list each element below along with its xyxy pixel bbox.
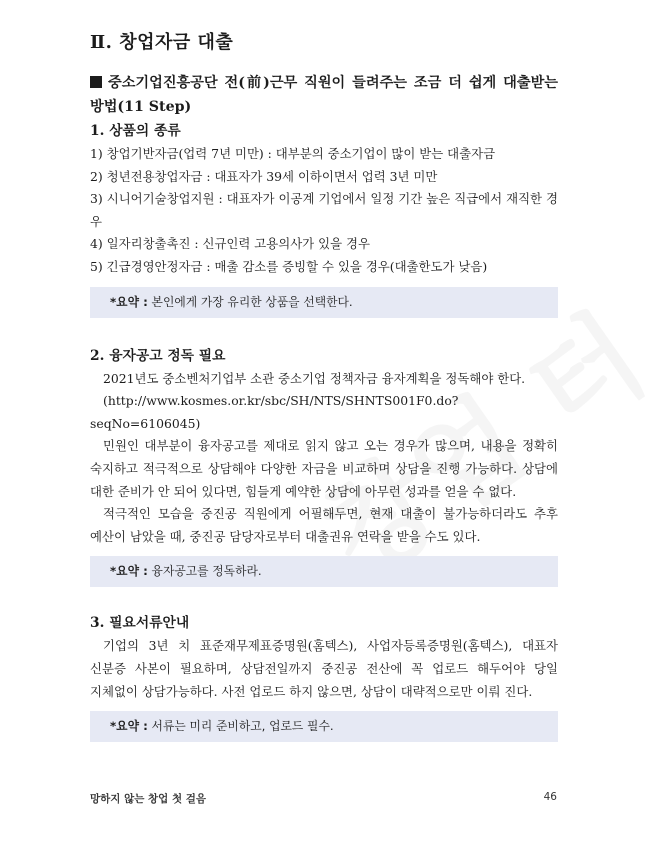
chapter-title: Ⅱ. 창업자금 대출 [90, 32, 234, 53]
summary-tag: *요약 : [110, 719, 148, 734]
section-title-required-documents: 3. 필요서류안내 [90, 615, 190, 632]
headline-text: 중소기업진흥공단 전(前)근무 직원이 들려주는 조금 더 쉽게 대출받는 방법(11 Step) [90, 75, 558, 115]
summary-box [90, 556, 558, 587]
summary-box [90, 711, 558, 742]
page-content [90, 72, 558, 742]
summary-text: 융자공고를 정독하라. [147, 564, 262, 579]
list-item: 4) 일자리창출촉진 : 신규인력 고용의사가 있을 경우 [90, 236, 370, 252]
notice-url: (http://www.kosmes.or.kr/sbc/SH/NTS/SHNTS001F0.do?seqNo=6106045) [90, 393, 459, 431]
summary-tag: *요약 : [110, 294, 148, 309]
list-item: 1) 창업기반자금(업력 7년 미만) : 대부분의 중소기업이 많이 받는 대출자금 [90, 146, 496, 161]
paragraph: 적극적인 모습을 중진공 직원에게 어필해두면, 현재 대출이 불가능하더라도 추후 예산이 남았을 때, 중진공 담당자로부터 대출권유 연락을 받을 수도 있다. [90, 506, 558, 544]
section-title-loan-notice: 2. 융자공고 정독 필요 [90, 347, 226, 364]
list-item: 2) 청년전용창업자금 : 대표자가 39세 이하이면서 업력 3년 미만 [90, 168, 438, 184]
summary-text: 서류는 미리 준비하고, 업로드 필수. [147, 719, 334, 734]
paragraph: 2021년도 중소벤처기업부 소관 중소기업 정책자금 융자계획을 정독해야 한다. [103, 370, 526, 386]
list-item: 5) 긴급경영안정자금 : 매출 감소를 증빙할 수 있을 경우(대출한도가 낮음) [90, 258, 488, 274]
list-item: 3) 시니어기술창업지원 : 대표자가 이공계 기업에서 일정 기간 높은 직급에서 재직한 경우 [90, 191, 558, 229]
square-bullet-icon [90, 76, 102, 88]
footer-book-title: 망하지 않는 창업 첫 걸음 [90, 793, 207, 805]
section-title-product-types: 1. 상품의 종류 [90, 123, 181, 139]
headline [90, 72, 558, 119]
paragraph: 민원인 대부분이 융자공고를 제대로 읽지 않고 오는 경우가 많으며, 내용을 정확히 숙지하고 적극적으로 상담해야 다양한 자금을 비교하며 상담을 진행 가능하다. 상담에 대한 준비가 안 되어 있다면, 힘들게 예약한 상담에 아무런 성과를 얻을 수 없다. [90, 438, 558, 499]
summary-box [90, 287, 558, 318]
summary-text: 본인에게 가장 유리한 상품을 선택한다. [147, 294, 353, 309]
summary-tag: *요약 : [110, 564, 148, 579]
page-number: 46 [543, 791, 557, 803]
paragraph: 기업의 3년 치 표준재무제표증명원(홈텍스), 사업자등록증명원(홈텍스), 대표자 신분증 사본이 필요하며, 상담전일까지 중진공 전산에 꼭 업로드 해두어야 당일 지체없이 상담가능하다. 사전 업로드 하지 않으면, 상담이 대략적으로만 이뤄 진다. [90, 638, 558, 699]
